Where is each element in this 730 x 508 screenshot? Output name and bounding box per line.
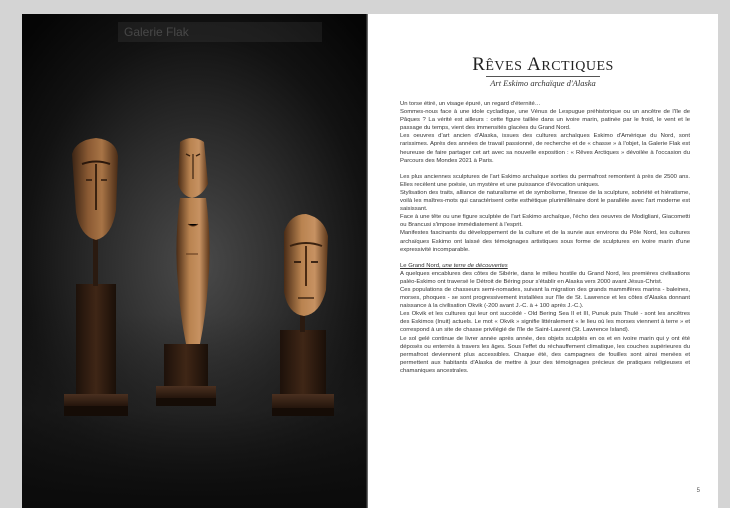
intro-paragraph: Un torse étiré, un visage épuré, un regard d'éternité… (400, 101, 541, 107)
sculpture-left-head (64, 138, 128, 416)
photo-page (22, 14, 366, 508)
article-body (400, 100, 690, 375)
section3-paragraph: Ces populations de chasseurs semi-nomades, suivant la migration des grands mammifères marins - baleines, morses, phoques - se sont progressivement installées sur l'île de St. Lawrence et les côtes d'Alaska donnant naissance à la civilisation Okvik (-200 avant J.-C. à + 100 après J.-C.). (400, 286, 690, 310)
watermark: Galerie Flak (118, 22, 322, 42)
intro-paragraph: Les oeuvres d'art ancien d'Alaska, issues des cultures archaïques Eskimo d'Amérique du Nord, sont rarissimes. Après des années de travail passionné, de recherche et de « chasse » à l'objet, la Galerie Flak est heureuse de faire partager cet art avec sa nouvelle exposition : « Rêves Arctiques » dévoilée à l'occasion du Parcours des Mondes 2021 à Paris. (400, 133, 690, 164)
page-number: 5 (696, 488, 700, 494)
title-rule (486, 76, 600, 77)
section2-paragraph: Manifestes fascinants du développement de la culture et de la survie aux environs du Pôle Nord, les cultures archaïques Eskimo ont laissé des témoignages artistiques sous forme de sculptures en ivoire marin d'une expressivité incomparable. (400, 230, 690, 253)
section2-paragraph: Face à une tête ou une figure sculptée de l'art Eskimo archaïque, l'écho des oeuvres de Modigliani, Giacometti ou Brancusi s'impose immédiatement à l'esprit. (400, 214, 690, 229)
section3-heading: Le Grand Nord, une terre de découvertes (400, 262, 508, 269)
text-page (368, 14, 718, 508)
page-subtitle: Art Eskimo archaïque d'Alaska (490, 78, 596, 88)
intro-paragraph: Sommes-nous face à une idole cycladique, une Vénus de Lespugue préhistorique ou un ancêtre de l'île de Pâques ? La vérité est ailleurs : cette figure taillée dans un ivoire marin, patinée par le froid, le vent et le passage du temps, vient des immensités glacées du Grand Nord. (400, 109, 690, 132)
sculpture-middle-figure (156, 138, 216, 406)
book-spread (22, 14, 718, 508)
page-title: RÊVES ARCTIQUES (472, 54, 614, 75)
section2-paragraph: Les plus anciennes sculptures de l'art Eskimo archaïque sorties du permafrost remontent à près de 2500 ans. Elles recèlent une poésie, un mystère et une puissance d'évocation uniques. (400, 173, 690, 188)
section3-paragraph: A quelques encablures des côtes de Sibérie, dans le milieu hostile du Grand Nord, les premières civilisations paléo-Eskimo ont traversé le Détroit de Béring pour s'établir en Alaska vers 2000 avant Jésus-Christ. (400, 270, 690, 285)
section2-paragraph: Stylisation des traits, alliance de naturalisme et de symbolisme, finesse de la sculpture, sobriété et hiératisme, voilà les maîtres-mots qui caractérisent cette esthétique plurimillénaire dont le parallèle avec l'art moderne est saisissant. (400, 189, 690, 213)
sculptures-photo (22, 14, 366, 508)
section3-paragraph: Les Okvik et les cultures qui leur ont succédé - Old Bering Sea II et III, Punuk puis Thulé - sont les ancêtres des Eskimos (Inuit) actuels. Le mot « Okvik » signifie littéralement « le lieu où les morses viennent à terre » et correspond à un site de chasse privilégié de l'île de Saint-Laurent (St. Lawrence Island). (400, 311, 690, 334)
section3-paragraph: Le sol gelé continue de livrer année après année, des objets sculptés en os et en ivoire marin qui y ont été déposés ou enterrés à travers les âges. Sous l'effet du réchauffement climatique, les couches supérieures du permafrost deviennent plus accessibles. Chaque été, des campagnes de fouilles sont ainsi menées et permettent aux habitants d'Alaska de mettre à jour des témoignages précieux de pratiques religieuses et chamaniques ancestrales. (400, 335, 690, 374)
sculpture-right-head (272, 214, 334, 416)
